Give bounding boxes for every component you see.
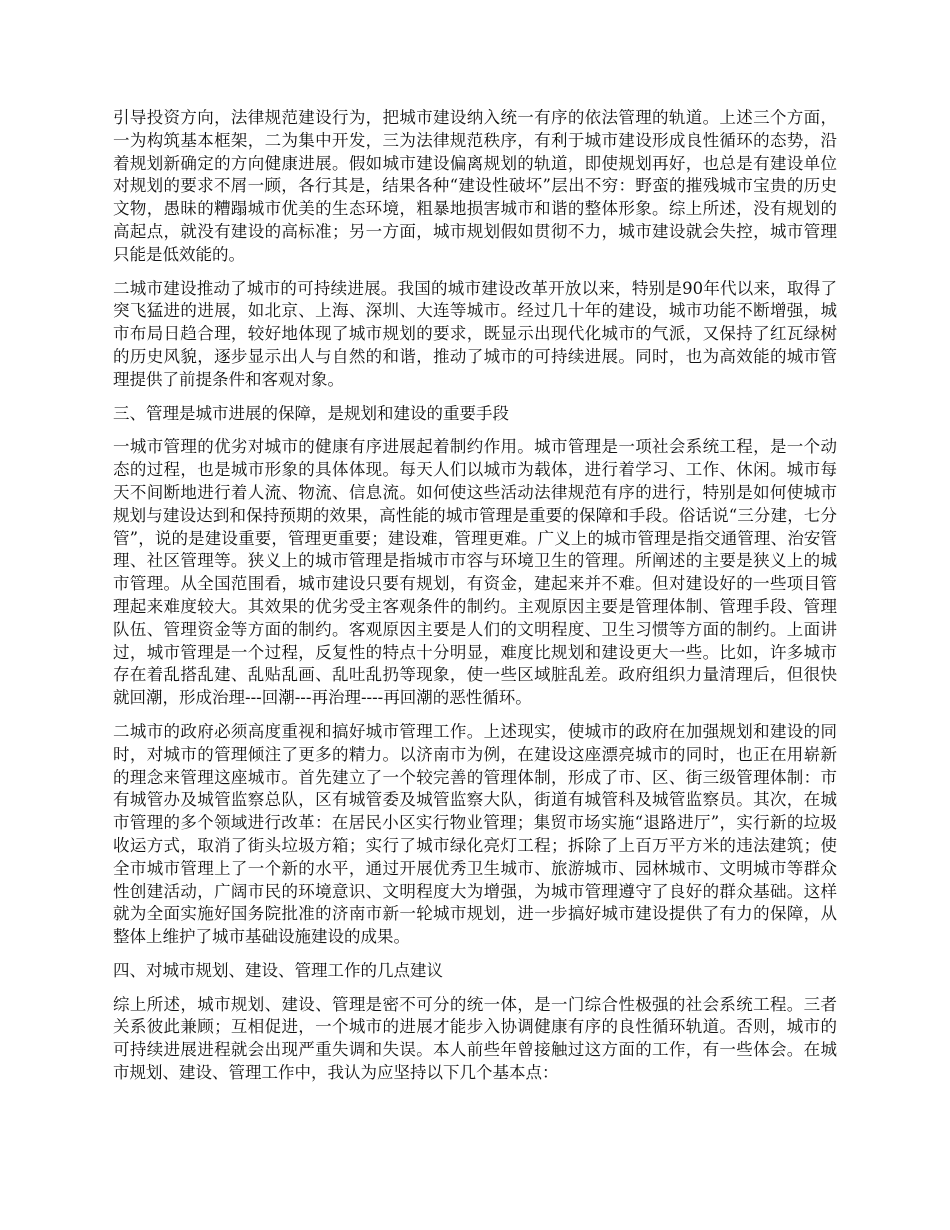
paragraph-construction-progress: 二城市建设推动了城市的可持续进展。我国的城市建设改革开放以来，特别是90年代以来，取得了突飞猛进的进展，如北京、上海、深圳、大连等城市。经过几十年的建设，城市功能不断增强，城市布局日趋合理，较好地体现了城市规划的要求，既显示出现代化城市的气派，又保持了红瓦绿树的历史风貌，逐步显示出人与自然的和谐，推动了城市的可持续进展。同时，也为高效能的城市管理提供了前提条件和客观对象。 [113,278,837,389]
paragraph-management-quality: 一城市管理的优劣对城市的健康有序进展起着制约作用。城市管理是一项社会系统工程，是一个动态的过程，也是城市形象的具体体现。每天人们以城市为载体，进行着学习、工作、休闲。城市每天不间断地进行着人流、物流、信息流。如何使这些活动法律规范有序的进行，特别是如何使城市规划与建设达到和保持预期的效果，高性能的城市管理是重要的保障和手段。俗话说“三分建，七分管”，说的是建设重要，管理更重要；建设难，管理更难。广义上的城市管理是指交通管理、治安管理、社区管理等。狭义上的城市管理是指城市市容与环境卫生的管理。所阐述的主要是狭义上的城市管理。从全国范围看，城市建设只要有规划，有资金，建起来并不难。但对建设好的一些项目管理起来难度较大。其效果的优劣受主客观条件的制约。主观原因主要是管理体制、管理手段、管理队伍、管理资金等方面的制约。客观原因主要是人们的文明程度、卫生习惯等方面的制约。上面讲过，城市管理是一个过程，反复性的特点十分明显，难度比规划和建设更大一些。比如，许多城市存在着乱搭乱建、乱贴乱画、乱吐乱扔等现象，使一些区域脏乱差。政府组织力量清理后，但很快就回潮，形成治理---回潮---再治理----再回潮的恶性循环。 [113,437,837,708]
paragraph-government-management: 二城市的政府必须高度重视和搞好城市管理工作。上述现实，使城市的政府在加强规划和建设的同时，对城市的管理倾注了更多的精力。以济南市为例，在建设这座漂亮城市的同时，也正在用崭新的理念来管理这座城市。首先建立了一个较完善的管理体制，形成了市、区、街三级管理体制：市有城管办及城管监察总队，区有城管委及城管监察大队，街道有城管科及城管监察员。其次，在城市管理的多个领域进行改革：在居民小区实行物业管理；集贸市场实施“退路进厅”，实行新的垃圾收运方式，取消了街头垃圾方箱；实行了城市绿化亮灯工程；拆除了上百万平方米的违法建筑；使全市城市管理上了一个新的水平，通过开展优秀卫生城市、旅游城市、园林城市、文明城市等群众性创建活动，广阔市民的环境意识、文明程度大为增强，为城市管理遵守了良好的群众基础。这样就为全面实施好国务院批准的济南市新一轮城市规划，进一步搞好城市建设提供了有力的保障，从整体上维护了城市基础设施建设的成果。 [113,721,837,947]
section-heading-management: 三、管理是城市进展的保障，是规划和建设的重要手段 [113,403,509,423]
paragraph-planning-guidance: 引导投资方向，法律规范建设行为，把城市建设纳入统一有序的依法管理的轨道。上述三个方面，一为构筑基本框架，二为集中开发，三为法律规范秩序，有利于城市建设形成良性循环的态势，沿着规划新确定的方向健康进展。假如城市建设偏离规划的轨道，即使规划再好，也总是有建设单位对规划的要求不屑一顾，各行其是，结果各种“建设性破坏”层出不穷：野蛮的摧残城市宝贵的历史文物，愚昧的糟蹋城市优美的生态环境，粗暴地损害城市和谐的整体形象。综上所述，没有规划的高起点，就没有建设的高标准；另一方面，城市规划假如贯彻不力，城市建设就会失控，城市管理只能是低效能的。 [113,108,837,264]
paragraph-summary: 综上所述，城市规划、建设、管理是密不可分的统一体，是一门综合性极强的社会系统工程。三者关系彼此兼顾；互相促进，一个城市的进展才能步入协调健康有序的良性循环轨道。否则，城市的可持续进展进程就会出现严重失调和失误。本人前些年曾接触过这方面的工作，有一些体会。在城市规划、建设、管理工作中，我认为应坚持以下几个基本点： [113,994,837,1083]
document-body [113,107,837,1096]
section-heading-suggestions: 四、对城市规划、建设、管理工作的几点建议 [113,960,443,980]
